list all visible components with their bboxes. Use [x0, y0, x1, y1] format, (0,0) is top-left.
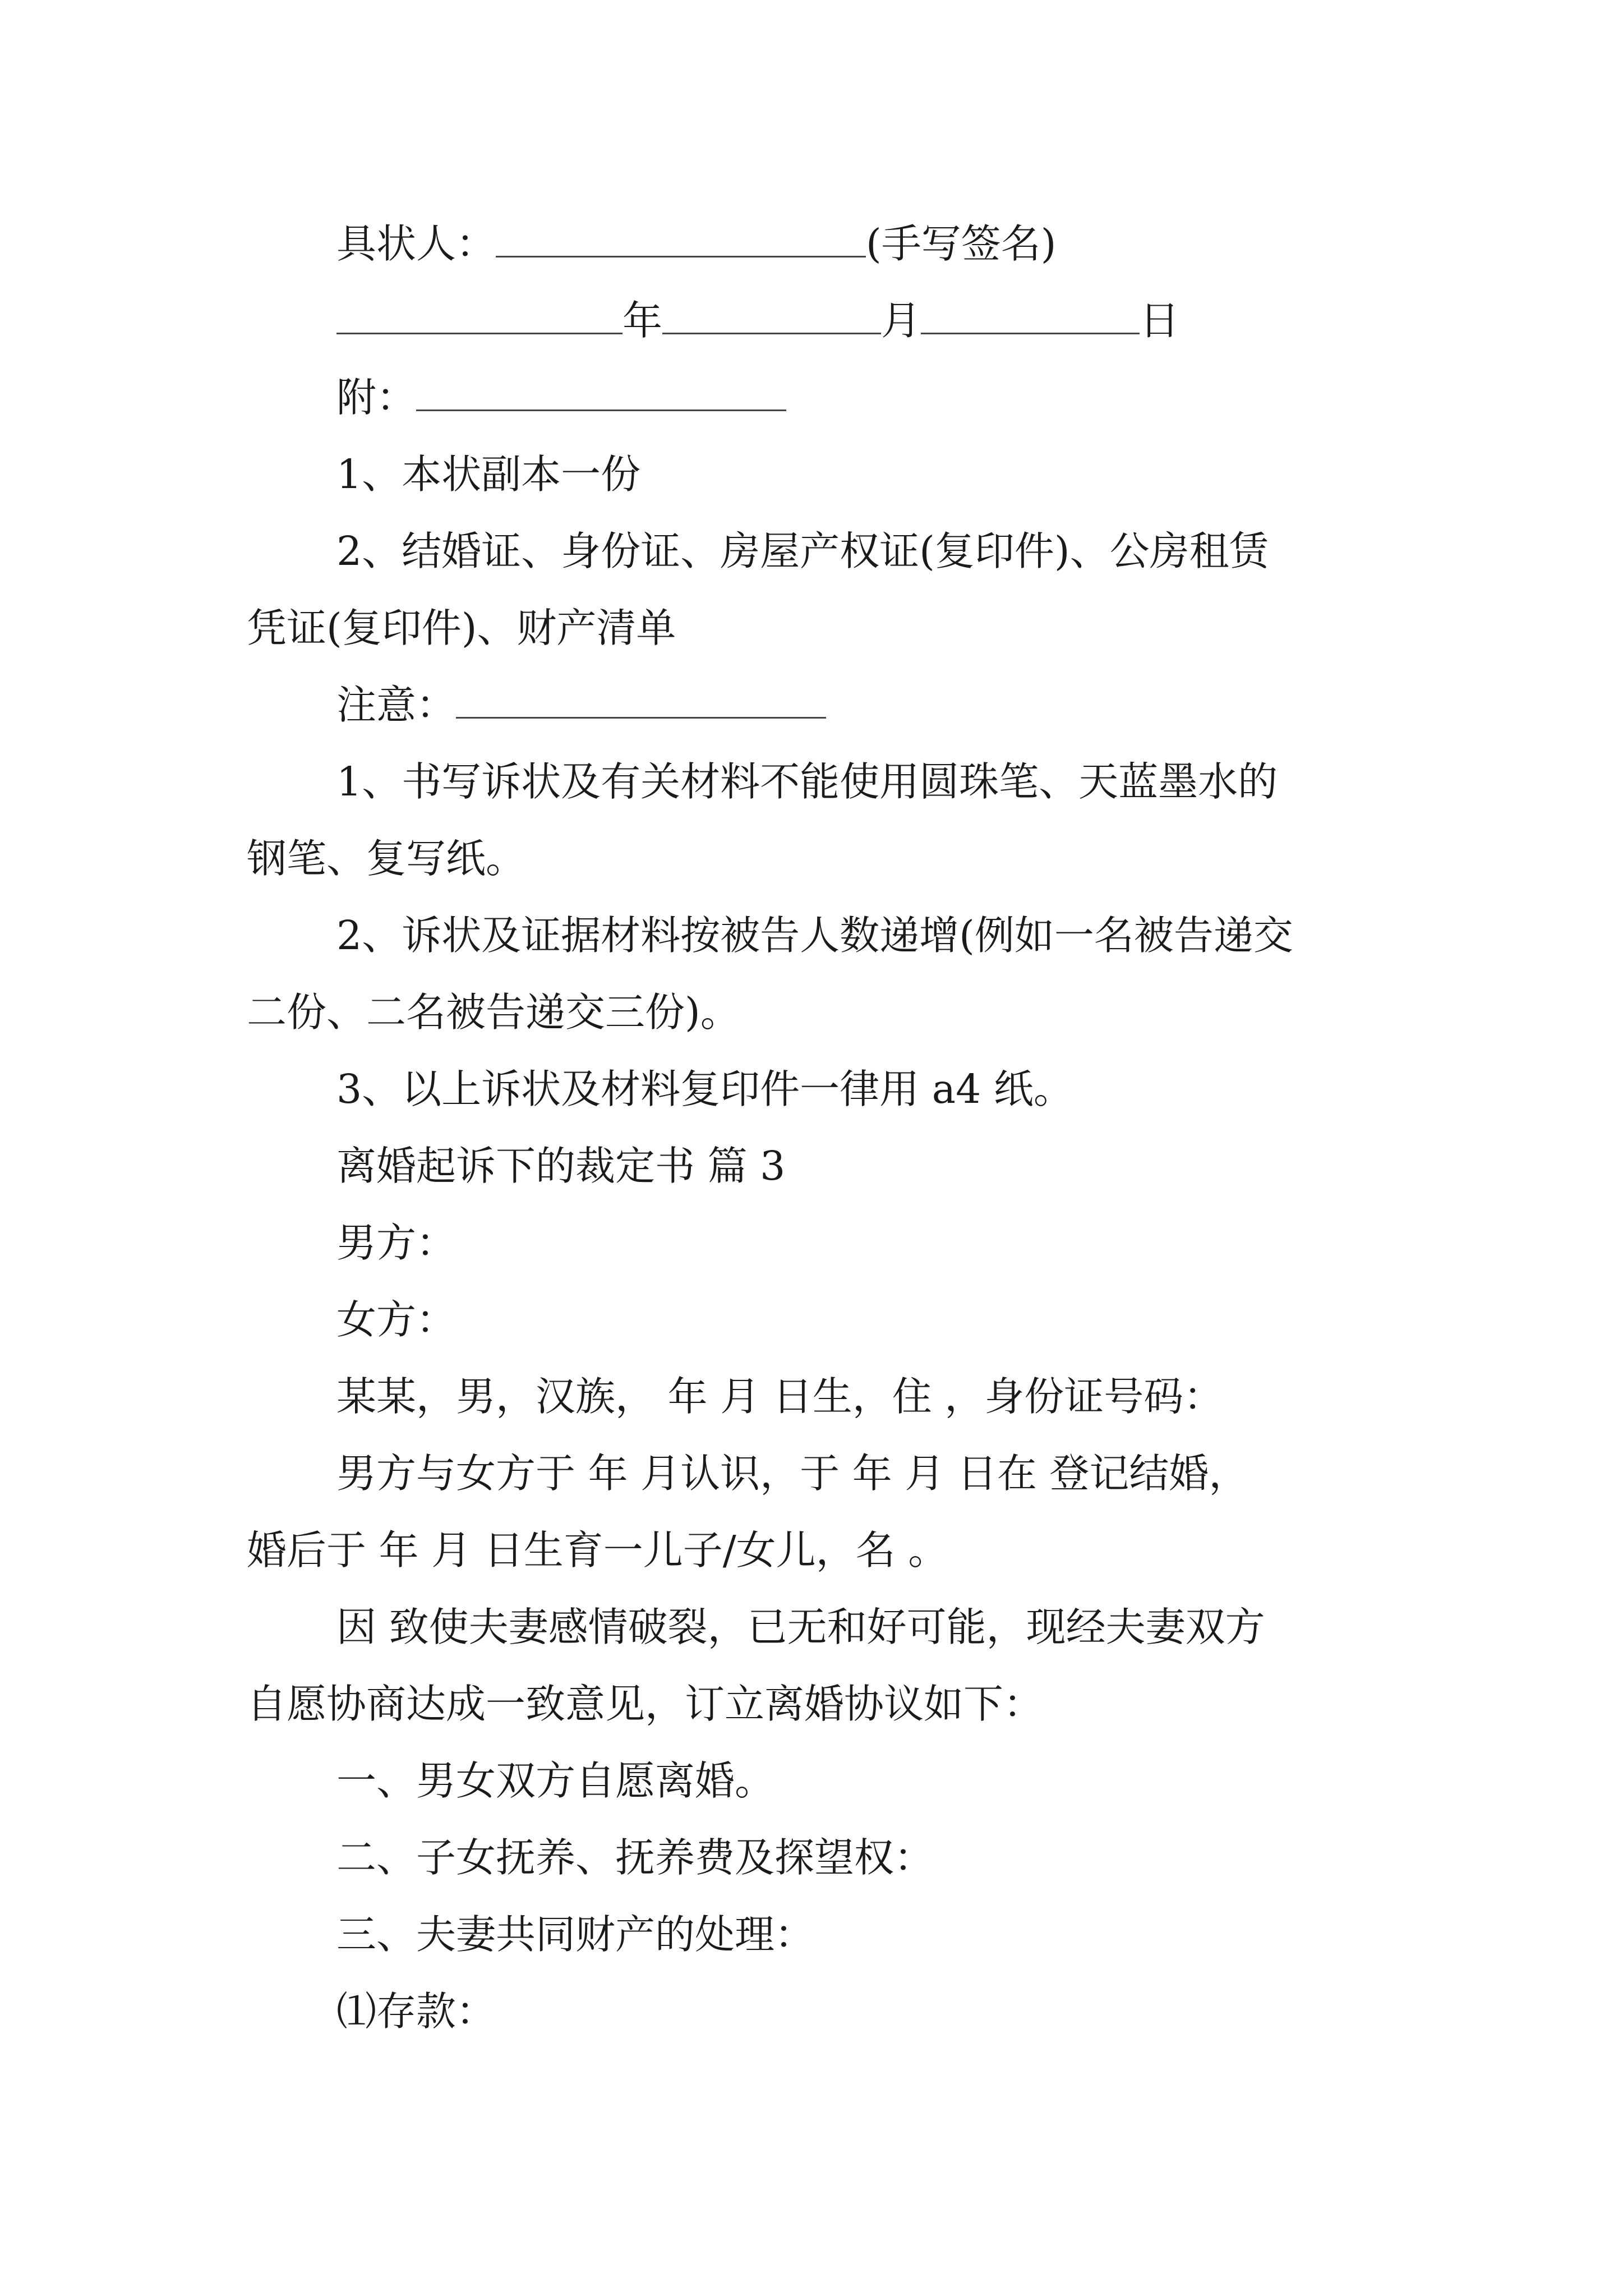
attachment-blank [416, 375, 786, 411]
signature-suffix: (手写签名) [866, 220, 1057, 267]
year-blank [336, 298, 623, 334]
day-label: 日 [1140, 297, 1180, 344]
notice-item-continued: 钢笔、复写纸。 [247, 835, 526, 882]
clause-item: 三、夫妻共同财产的处理： [336, 1911, 815, 1958]
body-paragraph-continued: 自愿协商达成一致意见，订立离婚协议如下： [247, 1681, 1044, 1727]
body-paragraph: 因 致使夫妻感情破裂，已无和好可能，现经夫妻双方 [336, 1604, 1265, 1650]
party-female: 女方： [336, 1296, 457, 1343]
sub-clause-item: ⑴存款： [336, 1988, 496, 2035]
body-paragraph: 男方与女方于 年 月认识，于 年 月 日在 登记结婚， [336, 1450, 1249, 1497]
section-title: 离婚起诉下的裁定书 篇 3 [336, 1143, 786, 1189]
month-label: 月 [881, 297, 921, 344]
notice-blank [456, 682, 826, 719]
notice-item: 1、书写诉状及有关材料不能使用圆珠笔、天蓝墨水的 [336, 758, 1278, 805]
notice-label: 注意： [336, 682, 457, 728]
date-line [336, 293, 1486, 349]
body-paragraph-continued: 婚后于 年 月 日生育一儿子/女儿，名 。 [247, 1527, 948, 1573]
signature-label: 具状人： [336, 220, 496, 267]
attachment-item-continued: 凭证(复印件)、财产清单 [247, 605, 676, 651]
notice-item-continued: 二份、二名被告递交三份)。 [247, 989, 740, 1036]
month-blank [662, 298, 881, 334]
clause-item: 二、子女抚养、抚养费及探望权： [336, 1834, 934, 1881]
attachment-item: 2、结婚证、身份证、房屋产权证(复印件)、公房租赁 [336, 528, 1269, 574]
party-male: 男方： [336, 1220, 457, 1266]
attachment-label: 附： [336, 374, 417, 421]
notice-line [336, 677, 1486, 733]
attachment-line [336, 370, 1486, 426]
notice-item: 3、以上诉状及材料复印件一律用 a4 纸。 [336, 1066, 1073, 1112]
notice-item: 2、诉状及证据材料按被告人数递增(例如一名被告递交 [336, 912, 1293, 959]
attachment-item: 1、本状副本一份 [336, 451, 641, 498]
day-blank [921, 298, 1140, 334]
year-label: 年 [623, 297, 663, 344]
clause-item: 一、男女双方自愿离婚。 [336, 1757, 775, 1804]
body-paragraph: 某某，男，汉族， 年 月 日生，住 ，身份证号码： [336, 1373, 1224, 1420]
signature-blank [496, 221, 866, 257]
signature-line [336, 216, 1486, 272]
